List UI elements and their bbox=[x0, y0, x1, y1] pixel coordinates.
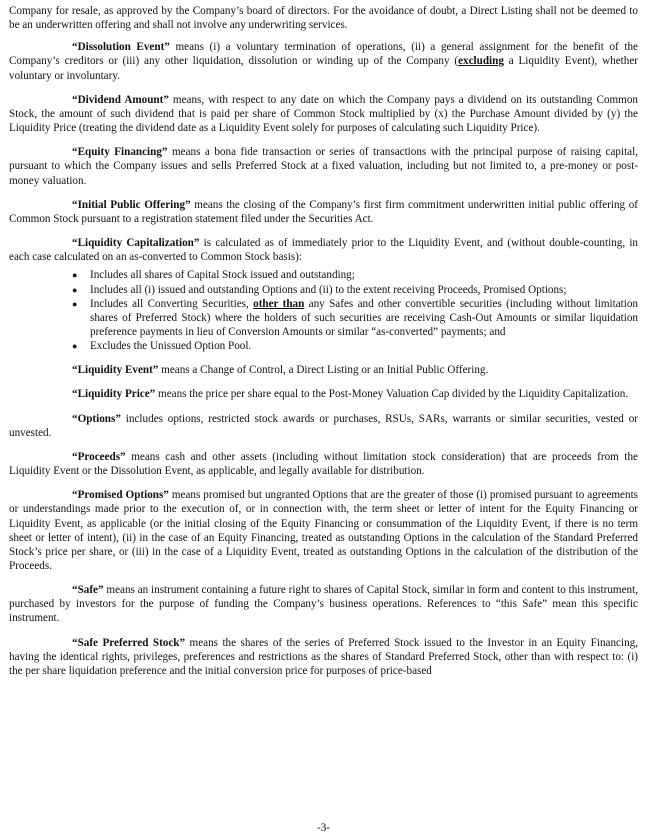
term-label: “Safe Preferred Stock” bbox=[72, 636, 186, 649]
definition-promised-options bbox=[9, 488, 638, 573]
term-label: “Safe” bbox=[72, 584, 104, 597]
list-item bbox=[9, 283, 638, 297]
term-label: “Liquidity Capitalization” bbox=[72, 237, 200, 250]
term-label: “Proceeds” bbox=[72, 450, 126, 463]
list-item-text: Includes all Converting Securities, bbox=[90, 297, 254, 310]
definition-dissolution-event bbox=[9, 40, 638, 82]
definition-safe-preferred-stock bbox=[9, 636, 638, 678]
definition-text: means, with respect to any date on which the Company pays a dividend on its outstanding Common Stock, the amount of such dividend that is paid per share of Common Stock multiplied by (x) the Purchase Amount divided by (y) the Liquidity Price (treating the dividend date as a Liquidity Event solely for purposes of calculating such Liquidity Price). bbox=[9, 93, 638, 135]
definition-text: means an instrument containing a future right to shares of Capital Stock, similar in form and content to this instrument, purchased by investors for the purpose of funding the Company’s business operations. References to “this Safe” mean this specific instrument. bbox=[9, 584, 638, 625]
definition-text: a Liquidity Event), whether voluntary or involuntary. bbox=[9, 55, 638, 82]
bullet-icon: ● bbox=[72, 298, 78, 309]
bullet-icon: ● bbox=[72, 341, 78, 352]
definition-safe bbox=[9, 583, 638, 625]
definition-proceeds bbox=[9, 450, 638, 478]
document-page bbox=[9, 4, 638, 688]
definition-text: means the price per share equal to the Post-Money Valuation Cap divided by the Liquidity Capitalization. bbox=[155, 388, 629, 401]
term-label: “Options” bbox=[72, 412, 121, 425]
list-item-text: Excludes the Unissued Option Pool. bbox=[90, 340, 252, 353]
emphasis-other-than: other than bbox=[253, 297, 305, 310]
definition-text: means a bona fide transaction or series of transactions with the principal purpose of raising capital, pursuant to which the Company issues and sells Preferred Stock at a fixed valuation, including but not limited to, a pre-money or post-money valuation. bbox=[9, 146, 638, 187]
continuation-paragraph: Company for resale, as approved by the Company’s board of directors. For the avoidance of doubt, a Direct Listing shall not be deemed to be an underwritten offering and shall not involve any underwriting services. bbox=[9, 5, 638, 32]
term-label: “Dividend Amount” bbox=[72, 93, 169, 106]
term-label: “Promised Options” bbox=[72, 489, 169, 502]
definition-dividend-amount bbox=[9, 93, 638, 135]
bullet-icon: ● bbox=[72, 284, 78, 295]
definition-liquidity-event bbox=[9, 363, 638, 377]
list-item-text: any Safes and other convertible securities (including without limitation shares of Preferred Stock) where the holders of such securities are receiving Cash-Out Amounts or similar liquidation preference payments in lieu of Conversion Amounts or similar “as-converted” payments; and bbox=[90, 297, 638, 338]
list-item-text: Includes all (i) issued and outstanding Options and (ii) to the extent receiving Proceeds, Promised Options; bbox=[90, 283, 567, 296]
definition-options bbox=[9, 412, 638, 440]
definition-liquidity-capitalization bbox=[9, 236, 638, 264]
list-item bbox=[9, 297, 638, 339]
definition-liquidity-price bbox=[9, 387, 638, 401]
definition-text: means a Change of Control, a Direct Listing or an Initial Public Offering. bbox=[158, 364, 489, 377]
definition-initial-public-offering bbox=[9, 198, 638, 226]
definition-equity-financing bbox=[9, 145, 638, 187]
definition-text: means (i) a voluntary termination of operations, (ii) a general assignment for the benefit of the Company’s creditors or (iii) any other liquidation, dissolution or winding up of the Company ( bbox=[9, 41, 638, 68]
term-label: “Dissolution Event” bbox=[72, 41, 170, 54]
term-label: “Liquidity Event” bbox=[72, 364, 159, 377]
list-item bbox=[9, 268, 638, 282]
list-item-text: Includes all shares of Capital Stock issued and outstanding; bbox=[90, 269, 355, 282]
liquidity-capitalization-list bbox=[9, 268, 638, 353]
term-label: “Liquidity Price” bbox=[72, 388, 156, 401]
definition-text: includes options, restricted stock awards or purchases, RSUs, SARs, warrants or similar securities, vested or unvested. bbox=[9, 412, 638, 439]
term-label: “Initial Public Offering” bbox=[72, 198, 191, 211]
definition-text: means promised but ungranted Options that are the greater of those (i) promised pursuant to agreements or understandings made prior to the execution of, or in connection with, the term sheet or letter of intent for the Equity Financing or Liquidity Event, as applicable (or the initial closing of the Equity Financing or consummation of the Liquidity Event, if there is no term sheet or letter of intent), (ii) in the case of an Equity Financing, treated as outstanding Options in the calculation of the Standard Preferred Stock’s price per share, or (iii) in the case of a Liquidity Event, treated as outstanding Options in the calculation of the distribution of the Proceeds. bbox=[9, 489, 638, 572]
emphasis-excluding: excluding bbox=[458, 55, 504, 68]
bullet-icon: ● bbox=[72, 270, 78, 281]
definition-text: means cash and other assets (including without limitation stock consideration) that are proceeds from the Liquidity Event or the Dissolution Event, as applicable, and legally available for distribution. bbox=[9, 450, 638, 478]
definition-text: is calculated as of immediately prior to the Liquidity Event, and (without double-counting, in each case calculated on an as-converted to Common Stock basis): bbox=[9, 237, 639, 264]
list-item bbox=[9, 339, 638, 353]
definition-text: means the closing of the Company’s first firm commitment underwritten initial public offering of Common Stock pursuant to a registration statement filed under the Securities Act. bbox=[9, 198, 639, 225]
term-label: “Equity Financing” bbox=[72, 146, 168, 159]
definition-text: means the shares of the series of Preferred Stock issued to the Investor in an Equity Financing, having the identical rights, privileges, preferences and restrictions as the shares of Standard Preferred Stock, other than with respect to: (i) the per share liquidation preference and the initial conversion price for purposes of price-based bbox=[9, 636, 638, 677]
page-number: -3- bbox=[317, 822, 330, 834]
